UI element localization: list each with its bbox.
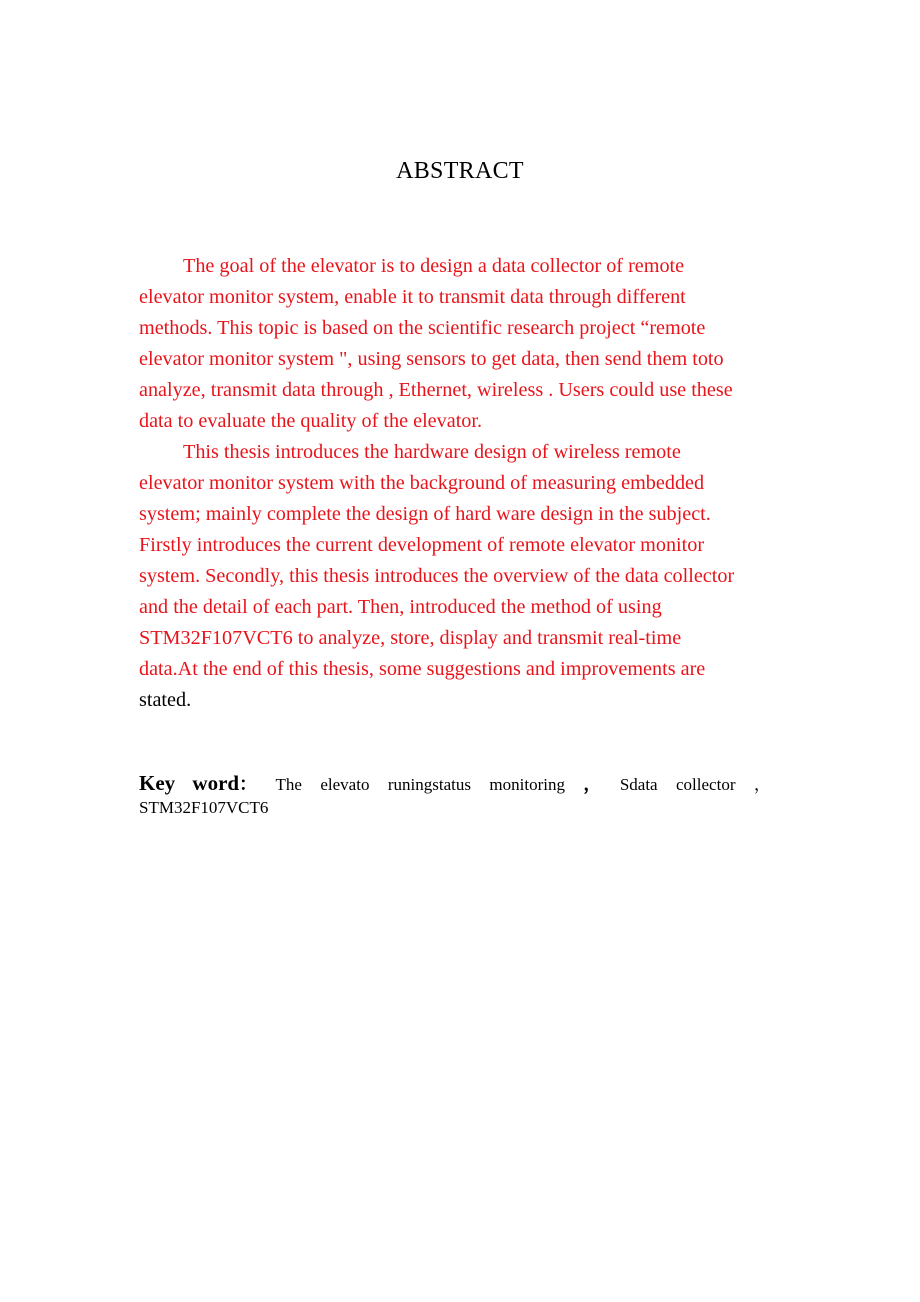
abstract-body bbox=[139, 251, 783, 716]
keywords-separator: ： bbox=[239, 774, 258, 794]
keyword-comma: ， bbox=[753, 775, 771, 794]
keyword-token: The bbox=[275, 775, 302, 794]
keyword-token: elevato bbox=[320, 775, 370, 794]
keyword-comma: ， bbox=[583, 774, 602, 794]
text-line: analyze, transmit data through , Ethernet, wireless . Users could use these bbox=[139, 379, 733, 401]
keyword-token: collector bbox=[676, 775, 736, 794]
keyword-token: Sdata bbox=[619, 775, 658, 794]
text-line: data to evaluate the quality of the elevator. bbox=[139, 410, 483, 432]
text-line: This thesis introduces the hardware design of wireless remote bbox=[183, 441, 681, 463]
text-line: system. Secondly, this thesis introduces the overview of the data collector bbox=[139, 565, 735, 587]
text-line: elevator monitor system with the background of measuring embedded bbox=[139, 472, 705, 494]
text-line: The goal of the elevator is to design a data collector of remote bbox=[183, 255, 685, 277]
text-line: elevator monitor system ", using sensors to get data, then send them toto bbox=[139, 348, 724, 370]
page-title: ABSTRACT bbox=[396, 158, 524, 184]
text-line: STM32F107VCT6 to analyze, store, display and transmit real-time bbox=[139, 627, 682, 649]
keywords-section bbox=[139, 770, 771, 818]
keywords-second-line: STM32F107VCT6 bbox=[139, 798, 269, 817]
text-line: elevator monitor system, enable it to transmit data through different bbox=[139, 286, 686, 308]
text-line-closing: stated. bbox=[139, 689, 192, 711]
text-line: Firstly introduces the current development of remote elevator monitor bbox=[139, 534, 705, 556]
keywords-label-group bbox=[139, 770, 257, 796]
text-line: and the detail of each part. Then, introduced the method of using bbox=[139, 596, 662, 618]
paragraph-1 bbox=[139, 251, 783, 437]
paragraph-2 bbox=[139, 437, 783, 716]
keywords-row bbox=[139, 770, 771, 798]
keywords-label: Key word bbox=[139, 771, 240, 795]
keyword-token: runingstatus bbox=[387, 775, 471, 794]
text-line: data.At the end of this thesis, some suggestions and improvements are bbox=[139, 658, 706, 680]
text-line: system; mainly complete the design of hard ware design in the subject. bbox=[139, 503, 711, 525]
text-line: methods. This topic is based on the scientific research project “remote bbox=[139, 317, 706, 339]
keyword-token: monitoring bbox=[489, 775, 565, 794]
